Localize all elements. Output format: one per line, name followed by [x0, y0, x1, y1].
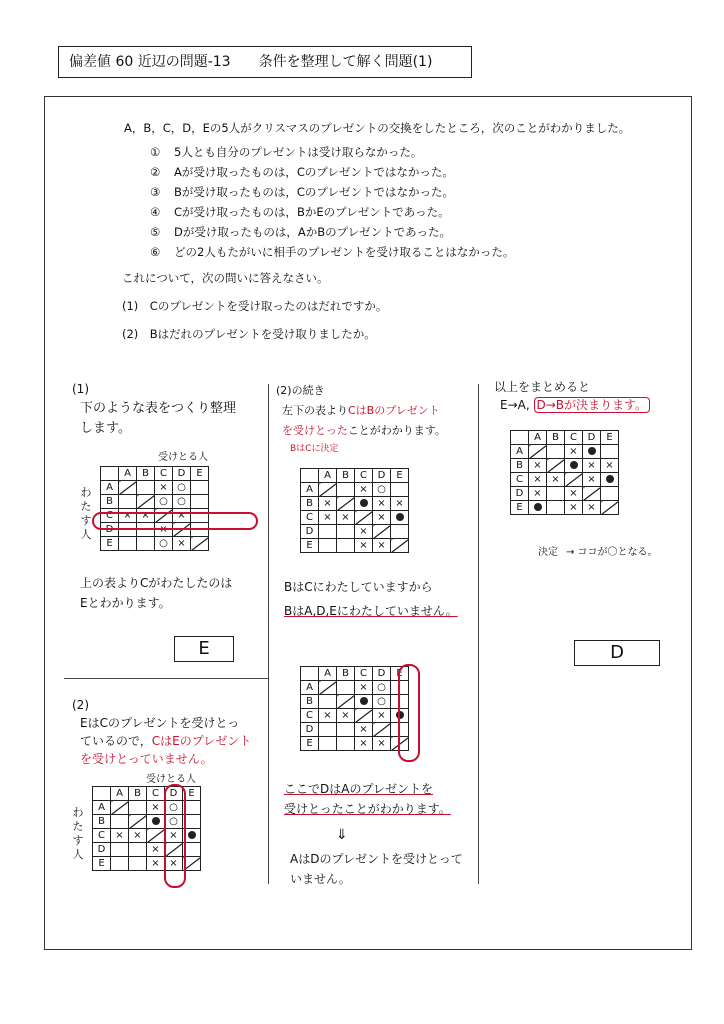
header-cell: E — [391, 667, 409, 681]
table-4 — [300, 666, 409, 751]
table-cell: × — [529, 487, 547, 501]
table-cell — [601, 473, 619, 487]
table-cell — [373, 525, 391, 539]
row-label-cell: D — [93, 843, 111, 857]
table-cell — [583, 445, 601, 459]
table-cell — [547, 501, 565, 515]
table-cell — [129, 815, 147, 829]
col1-label-1: (1) — [72, 382, 89, 396]
header-cell: D — [373, 469, 391, 483]
table-cell — [529, 445, 547, 459]
problem-statement — [70, 118, 670, 344]
row-label-cell: E — [93, 857, 111, 871]
table-row — [511, 459, 619, 473]
table-row — [301, 681, 409, 695]
table2-side-label: わたす人 — [72, 806, 84, 861]
column-divider-1 — [268, 384, 269, 884]
table-cell: × — [355, 539, 373, 553]
col2-text-4b: いません。 — [290, 872, 351, 886]
table-row — [511, 473, 619, 487]
header-cell: D — [373, 667, 391, 681]
col2-text-2b: BはA,D,Eにわたしていません。 — [284, 604, 458, 618]
table-cell — [355, 511, 373, 525]
table-cell — [147, 829, 165, 843]
header-cell: A — [319, 469, 337, 483]
table-cell — [191, 481, 209, 495]
table-row — [301, 525, 409, 539]
header-cell: E — [183, 787, 201, 801]
row-label-cell: C — [301, 511, 319, 525]
table-row — [511, 501, 619, 515]
col1-label-2: (2) — [72, 698, 89, 712]
header-cell: B — [547, 431, 565, 445]
table-cell — [337, 723, 355, 737]
col2-arrow: ⇓ — [336, 827, 348, 843]
col2-note: BはCに決定 — [290, 444, 339, 454]
table-cell — [337, 497, 355, 511]
table-cell: × — [529, 459, 547, 473]
question-2: (2) Bはだれのプレゼントを受け取りましたか。 — [122, 327, 376, 341]
header-cell: B — [337, 667, 355, 681]
table-cell — [337, 737, 355, 751]
header-cell: C — [565, 431, 583, 445]
decided-mark — [606, 475, 614, 483]
table-cell: × — [319, 497, 337, 511]
table-row — [101, 481, 209, 495]
row-label-cell: B — [101, 495, 119, 509]
header-cell: D — [583, 431, 601, 445]
column-divider-2 — [478, 384, 479, 884]
table-cell: ○ — [173, 495, 191, 509]
row-label-cell: B — [301, 695, 319, 709]
col3-note-2: → ココが〇となる。 — [566, 547, 658, 558]
answer-box-1: E — [174, 636, 234, 662]
table-cell — [337, 483, 355, 497]
table-cell: × — [373, 737, 391, 751]
col1-text-3b: ているので，CはEのプレゼント — [80, 734, 252, 748]
col2-text-3a: ここでDはAのプレゼントを — [284, 782, 433, 796]
table-cell: × — [373, 511, 391, 525]
table-cell: × — [147, 857, 165, 871]
table-cell — [319, 723, 337, 737]
table-cell — [337, 695, 355, 709]
table-cell — [191, 537, 209, 551]
table-cell: ○ — [165, 815, 183, 829]
col2-text-1a: 左下の表よりCはBのプレゼント — [282, 404, 440, 417]
table-cell: × — [355, 525, 373, 539]
condition-item: ⑥ どの2人もたがいに相手のプレゼントを受け取ることはなかった。 — [150, 245, 515, 259]
table-cell: × — [355, 681, 373, 695]
col3-text-1: 以上をまとめると — [494, 380, 591, 394]
decided-mark — [360, 697, 368, 705]
table-cell: × — [173, 509, 191, 523]
table-cell — [391, 525, 409, 539]
condition-item: ⑤ Dが受け取ったものは，AかBのプレゼントであった。 — [150, 225, 452, 239]
row-label-cell: E — [301, 539, 319, 553]
row-label-cell: D — [301, 525, 319, 539]
col1-text-1a: 下のような表をつくり整理 — [80, 401, 237, 416]
table-cell: ○ — [155, 495, 173, 509]
col1-text-2a: 上の表よりCがわたしたのは — [80, 576, 233, 590]
table-cell — [129, 801, 147, 815]
table-cell: × — [173, 537, 191, 551]
table-row — [301, 497, 409, 511]
decided-mark — [188, 831, 196, 839]
table-row — [301, 723, 409, 737]
decided-box: D→Bが決まります。 — [534, 397, 651, 413]
decided-mark — [588, 447, 596, 455]
row-label-cell: E — [511, 501, 529, 515]
condition-item: ① 5人とも自分のプレゼントは受け取らなかった。 — [150, 145, 423, 159]
header-cell: A — [529, 431, 547, 445]
table-cell — [319, 737, 337, 751]
table-cell: × — [137, 509, 155, 523]
table-row — [101, 495, 209, 509]
header-cell: C — [147, 787, 165, 801]
table-cell: × — [165, 857, 183, 871]
table-cell — [547, 445, 565, 459]
header-cell: A — [119, 467, 137, 481]
column-d-oval — [398, 664, 420, 762]
table-cell: × — [373, 709, 391, 723]
row-label-cell: B — [93, 815, 111, 829]
header-cell: C — [355, 469, 373, 483]
row-label-cell: A — [301, 483, 319, 497]
table-cell — [355, 709, 373, 723]
table-cell: ○ — [373, 483, 391, 497]
row-label-cell: C — [93, 829, 111, 843]
table-1 — [100, 466, 209, 551]
table-header-row — [301, 667, 409, 681]
table-cell: ○ — [155, 537, 173, 551]
table1-caption: 受けとる人 — [158, 452, 208, 463]
table-5 — [510, 430, 619, 515]
table-cell: × — [601, 459, 619, 473]
decided-mark — [570, 461, 578, 469]
table-cell: × — [373, 539, 391, 553]
table-cell: × — [355, 737, 373, 751]
table-cell: × — [355, 723, 373, 737]
table-cell — [601, 501, 619, 515]
table-cell — [319, 681, 337, 695]
table-cell: × — [337, 511, 355, 525]
table-cell: × — [355, 483, 373, 497]
table-cell — [111, 815, 129, 829]
question-1: (1) Cのプレゼントを受け取ったのはだれですか。 — [122, 299, 388, 313]
table-cell — [355, 695, 373, 709]
table-cell: × — [565, 445, 583, 459]
row-label-cell: B — [301, 497, 319, 511]
table-row — [301, 483, 409, 497]
table-cell: × — [319, 511, 337, 525]
table-cell: × — [111, 829, 129, 843]
table-cell: × — [147, 801, 165, 815]
table-3 — [300, 468, 409, 553]
row-label-cell: B — [511, 459, 529, 473]
header-cell: D — [173, 467, 191, 481]
table-cell — [319, 539, 337, 553]
table-row — [301, 737, 409, 751]
header-cell: B — [137, 467, 155, 481]
row-label-cell: D — [511, 487, 529, 501]
table2-caption: 受けとる人 — [146, 774, 196, 785]
table-cell — [119, 495, 137, 509]
table-cell: × — [319, 709, 337, 723]
table-cell — [129, 857, 147, 871]
row-label-cell: C — [301, 709, 319, 723]
table-row — [301, 709, 409, 723]
table-cell — [391, 511, 409, 525]
table-row — [511, 487, 619, 501]
table-cell — [191, 495, 209, 509]
table-row — [301, 695, 409, 709]
table-cell: × — [147, 843, 165, 857]
row-label-cell: D — [301, 723, 319, 737]
row-label-cell: C — [101, 509, 119, 523]
table-cell — [565, 473, 583, 487]
table-header-row — [101, 467, 209, 481]
header-cell: A — [319, 667, 337, 681]
table-cell: × — [129, 829, 147, 843]
table-cell — [373, 723, 391, 737]
table-cell — [547, 487, 565, 501]
table-cell — [129, 843, 147, 857]
header-cell — [301, 469, 319, 483]
table-row — [101, 537, 209, 551]
table-cell — [319, 483, 337, 497]
table-row — [511, 445, 619, 459]
table-cell: × — [529, 473, 547, 487]
row-highlight-oval — [92, 512, 258, 530]
header-cell: A — [111, 787, 129, 801]
table-cell — [337, 681, 355, 695]
table-cell — [137, 537, 155, 551]
condition-item: ② Aが受け取ったものは，Cのプレゼントではなかった。 — [150, 165, 454, 179]
col2-text-1b: を受けとったことがわかります。 — [282, 424, 446, 437]
table-cell: × — [337, 709, 355, 723]
header-cell: D — [165, 787, 183, 801]
col2-text-3b: 受けとったことがわかります。 — [284, 802, 451, 816]
table-cell — [601, 445, 619, 459]
condition-list — [70, 142, 670, 262]
table-cell: × — [119, 509, 137, 523]
table-cell — [547, 459, 565, 473]
table-cell — [391, 539, 409, 553]
header-cell: E — [391, 469, 409, 483]
table-cell: × — [391, 497, 409, 511]
table-cell: × — [373, 497, 391, 511]
col1-text-1b: します。 — [80, 421, 131, 436]
header-cell: E — [601, 431, 619, 445]
header-cell: B — [129, 787, 147, 801]
decided-mark — [360, 499, 368, 507]
row-label-cell: E — [301, 737, 319, 751]
table-cell — [391, 483, 409, 497]
table-cell: × — [583, 473, 601, 487]
col2-text-4a: AはDのプレゼントを受けとって — [290, 852, 463, 866]
section-divider — [64, 678, 268, 679]
table-cell: × — [565, 487, 583, 501]
col2-label: (2)の続き — [276, 384, 325, 397]
header-cell: C — [355, 667, 373, 681]
col3-text-2: E→A, D→Bが決まります。 — [500, 396, 650, 414]
header-cell: C — [155, 467, 173, 481]
question-intro: これについて，次の問いに答えなさい。 — [122, 271, 329, 285]
problem-intro: A，B，C，D，Eの5人がクリスマスのプレゼントの交換をしたところ，次のことがわかりました。 — [124, 121, 631, 135]
row-label-cell: A — [101, 481, 119, 495]
table-cell: ○ — [373, 695, 391, 709]
table-cell: × — [155, 523, 173, 537]
table-cell — [119, 481, 137, 495]
row-label-cell: A — [93, 801, 111, 815]
table-cell: × — [583, 459, 601, 473]
table-cell: ○ — [165, 801, 183, 815]
row-label-cell: E — [101, 537, 119, 551]
header-cell — [301, 667, 319, 681]
table-cell: × — [583, 501, 601, 515]
table-header-row — [511, 431, 619, 445]
col1-text-2b: Eとわかります。 — [80, 596, 171, 610]
table-cell — [137, 481, 155, 495]
table-cell — [601, 487, 619, 501]
table-cell — [337, 525, 355, 539]
table-cell: × — [155, 481, 173, 495]
decided-mark — [534, 503, 542, 511]
table-cell — [111, 857, 129, 871]
row-label-cell: D — [101, 523, 119, 537]
col2-text-2a: BはCにわたしていますから — [284, 580, 433, 594]
table-cell — [147, 815, 165, 829]
row-label-cell: C — [511, 473, 529, 487]
table-cell — [583, 487, 601, 501]
condition-item: ④ Cが受け取ったものは，BかEのプレゼントであった。 — [150, 205, 450, 219]
row-label-cell: A — [301, 681, 319, 695]
table-cell: ○ — [373, 681, 391, 695]
table-cell — [529, 501, 547, 515]
table-cell — [337, 539, 355, 553]
column-highlight-oval — [164, 784, 186, 888]
table1-side-label: わたす人 — [80, 486, 92, 541]
table-cell: × — [565, 501, 583, 515]
page-title: 偏差値 60 近辺の問題-13 条件を整理して解く問題(1) — [58, 46, 472, 78]
table-cell — [137, 495, 155, 509]
decided-mark — [152, 817, 160, 825]
answer-box-2: D — [574, 640, 660, 666]
table-cell — [111, 843, 129, 857]
table-cell: × — [547, 473, 565, 487]
header-cell — [93, 787, 111, 801]
header-cell — [511, 431, 529, 445]
table-cell — [119, 537, 137, 551]
header-cell: E — [191, 467, 209, 481]
header-cell: B — [337, 469, 355, 483]
table-cell — [355, 497, 373, 511]
header-cell — [101, 467, 119, 481]
table-row — [301, 539, 409, 553]
table-cell — [319, 695, 337, 709]
col3-note-1: 決定 — [538, 547, 558, 558]
table-cell — [111, 801, 129, 815]
table-cell: × — [165, 829, 183, 843]
table-cell — [319, 525, 337, 539]
table-header-row — [301, 469, 409, 483]
col1-text-3a: EはCのプレゼントを受けとっ — [80, 716, 240, 730]
table-row — [301, 511, 409, 525]
table-cell — [565, 459, 583, 473]
decided-mark — [396, 513, 404, 521]
table-cell: ○ — [173, 481, 191, 495]
col1-text-3c: を受けとっていません。 — [80, 752, 213, 766]
condition-item: ③ Bが受け取ったものは，Cのプレゼントではなかった。 — [150, 185, 454, 199]
row-label-cell: A — [511, 445, 529, 459]
